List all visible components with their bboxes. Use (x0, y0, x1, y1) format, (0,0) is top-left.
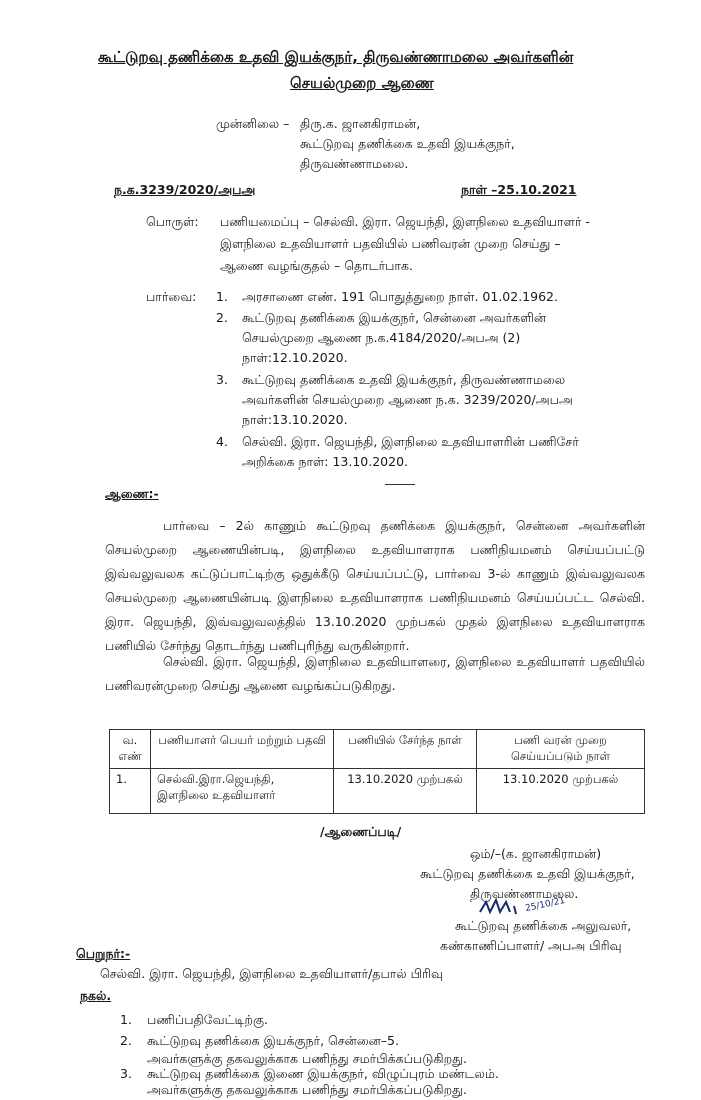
title-line-2: செயல்முறை ஆணை (290, 74, 434, 92)
column-header: வ. எண் (110, 730, 151, 769)
copy-num: 1. (120, 1012, 132, 1027)
subject-line: பணியமைப்பு – செல்வி. இரா. ஜெயந்தி, இளநிலை உதவியாளர் - (220, 214, 590, 229)
subject-label: பொருள்: (146, 214, 199, 229)
reference-num: 1. (216, 289, 228, 304)
signed-by: ஒம்/–(க. ஜானகிராமன்) (470, 846, 602, 861)
table-cell: 13.10.2020 முற்பகல் (477, 769, 645, 814)
copy-line: கூட்டுறவு தணிக்கை இயக்குநர், சென்னை–5. (147, 1033, 399, 1048)
reference-line: செல்வி. இரா. ஜெயந்தி, இளநிலை உதவியாளரின் பணிசேர் (242, 434, 579, 449)
column-header: பணி வரன் முறை செய்யப்படும் நாள் (477, 730, 645, 769)
order-paragraph-1: பார்வை – 2ல் காணும் கூட்டுறவு தணிக்கை இயக்குநர், சென்னை அவர்களின் செயல்முறை ஆணையின்படி, இளநிலை உதவியாளராக பணிநியமனம் செய்யப்பட்டு இவ்வலுவலக கட்டுப்பாட்டிற்கு ஒதுக்கீடு செய்யப்பட்டு, பார்வை 3-ல் காணும் இவ்வலுவலக செயல்முறை ஆணையின்படி இளநிலை உதவியாளராக பணிநியமனம் செய்யப்பட்ட செல்வி. இரா. ஜெயந்தி, இவ்வலுவலத்தில் 13.10.2020 முற்பகல் முதல் இளநிலை உதவியாளராக பணியில் சேர்ந்து தொடர்ந்து பணிபுரிந்து வருகின்றார். (105, 518, 645, 653)
officer-line-2: கண்காணிப்பாளர்/ அபஅ பிரிவு (440, 938, 622, 953)
reference-line: நாள்:12.10.2020. (242, 350, 348, 365)
divider (385, 484, 415, 485)
title-line-1: கூட்டுறவு தணிக்கை உதவி இயக்குநர், திருவண்ணாமலை அவர்களின் (98, 48, 574, 66)
reference-line: கூட்டுறவு தணிக்கை உதவி இயக்குநர், திருவண்ணாமலை (242, 372, 566, 387)
reference-line: அறிக்கை நாள்: 13.10.2020. (242, 454, 408, 469)
copy-line: அவர்களுக்கு தகவலுக்காக பணிந்து சமர்பிக்கப்படுகிறது. (147, 1082, 467, 1097)
reference-line: செயல்முறை ஆணை ந.க.4184/2020/அபஅ (2) (242, 330, 521, 345)
table-row (110, 769, 645, 814)
table-cell: 13.10.2020 முற்பகல் (334, 769, 477, 814)
signature-place: திருவண்ணாமலை. (470, 886, 579, 901)
by-order: /ஆணைப்படி/ (320, 824, 402, 839)
column-header: பணியில் சேர்ந்த நாள் (334, 730, 477, 769)
reference-line: நாள்:13.10.2020. (242, 412, 348, 427)
references-label: பார்வை: (146, 289, 197, 304)
table-cell: 1. (110, 769, 151, 814)
recipient-label: பெறுநர்:- (76, 946, 131, 961)
officer-line-1: கூட்டுறவு தணிக்கை அலுவலர், (455, 918, 632, 933)
presence-designation: கூட்டுறவு தணிக்கை உதவி இயக்குநர், (300, 136, 515, 151)
copy-line: கூட்டுறவு தணிக்கை இணை இயக்குநர், விழுப்புரம் மண்டலம். (147, 1066, 499, 1081)
presence-name: திரு.க. ஜானகிராமன், (300, 116, 421, 131)
reference-num: 2. (216, 310, 228, 325)
copy-num: 3. (120, 1066, 132, 1081)
reference-line: கூட்டுறவு தணிக்கை இயக்குநர், சென்னை அவர்களின் (242, 310, 547, 325)
table-cell: செல்வி.இரா.ஜெயந்தி, இளநிலை உதவியாளர் (151, 769, 334, 814)
regularisation-table (109, 729, 645, 814)
reference-num: 3. (216, 372, 228, 387)
presence-label: முன்னிலை – (216, 116, 290, 131)
reference-number: ந.க.3239/2020/அபஅ (114, 182, 256, 197)
subject-line: ஆணை வழங்குதல் – தொடர்பாக. (220, 258, 413, 273)
order-label: ஆணை:- (105, 486, 159, 501)
signature-designation: கூட்டுறவு தணிக்கை உதவி இயக்குநர், (420, 866, 635, 881)
recipient-text: செல்வி. இரா. ஜெயந்தி, இளநிலை உதவியாளர்/தபால் பிரிவு (100, 966, 443, 981)
presence-place: திருவண்ணாமலை. (300, 156, 409, 171)
reference-line: அவர்களின் செயல்முறை ஆணை ந.க. 3239/2020/அபஅ (242, 392, 573, 407)
copy-num: 2. (120, 1033, 132, 1048)
copy-line: அவர்களுக்கு தகவலுக்காக பணிந்து சமர்பிக்கப்படுகிறது. (147, 1051, 467, 1066)
copy-label: நகல். (80, 988, 112, 1003)
reference-num: 4. (216, 434, 228, 449)
column-header: பணியாளர் பெயர் மற்றும் பதவி (151, 730, 334, 769)
order-date: நாள் –25.10.2021 (461, 182, 577, 197)
initial-mark: 25/10/21 (524, 895, 567, 915)
table-header-row (110, 730, 645, 769)
order-paragraph-2: செல்வி. இரா. ஜெயந்தி, இளநிலை உதவியாளரை, இளநிலை உதவியாளர் பதவியில் பணிவரன்முறை செய்து ஆணை வழங்கப்படுகிறது. (105, 654, 645, 693)
copy-line: பணிப்பதிவேட்டிற்கு. (147, 1012, 268, 1027)
subject-line: இளநிலை உதவியாளர் பதவியில் பணிவரன் முறை செய்து – (220, 236, 561, 251)
reference-line: அரசாணை எண். 191 பொதுத்துறை நாள். 01.02.1962. (242, 289, 558, 304)
